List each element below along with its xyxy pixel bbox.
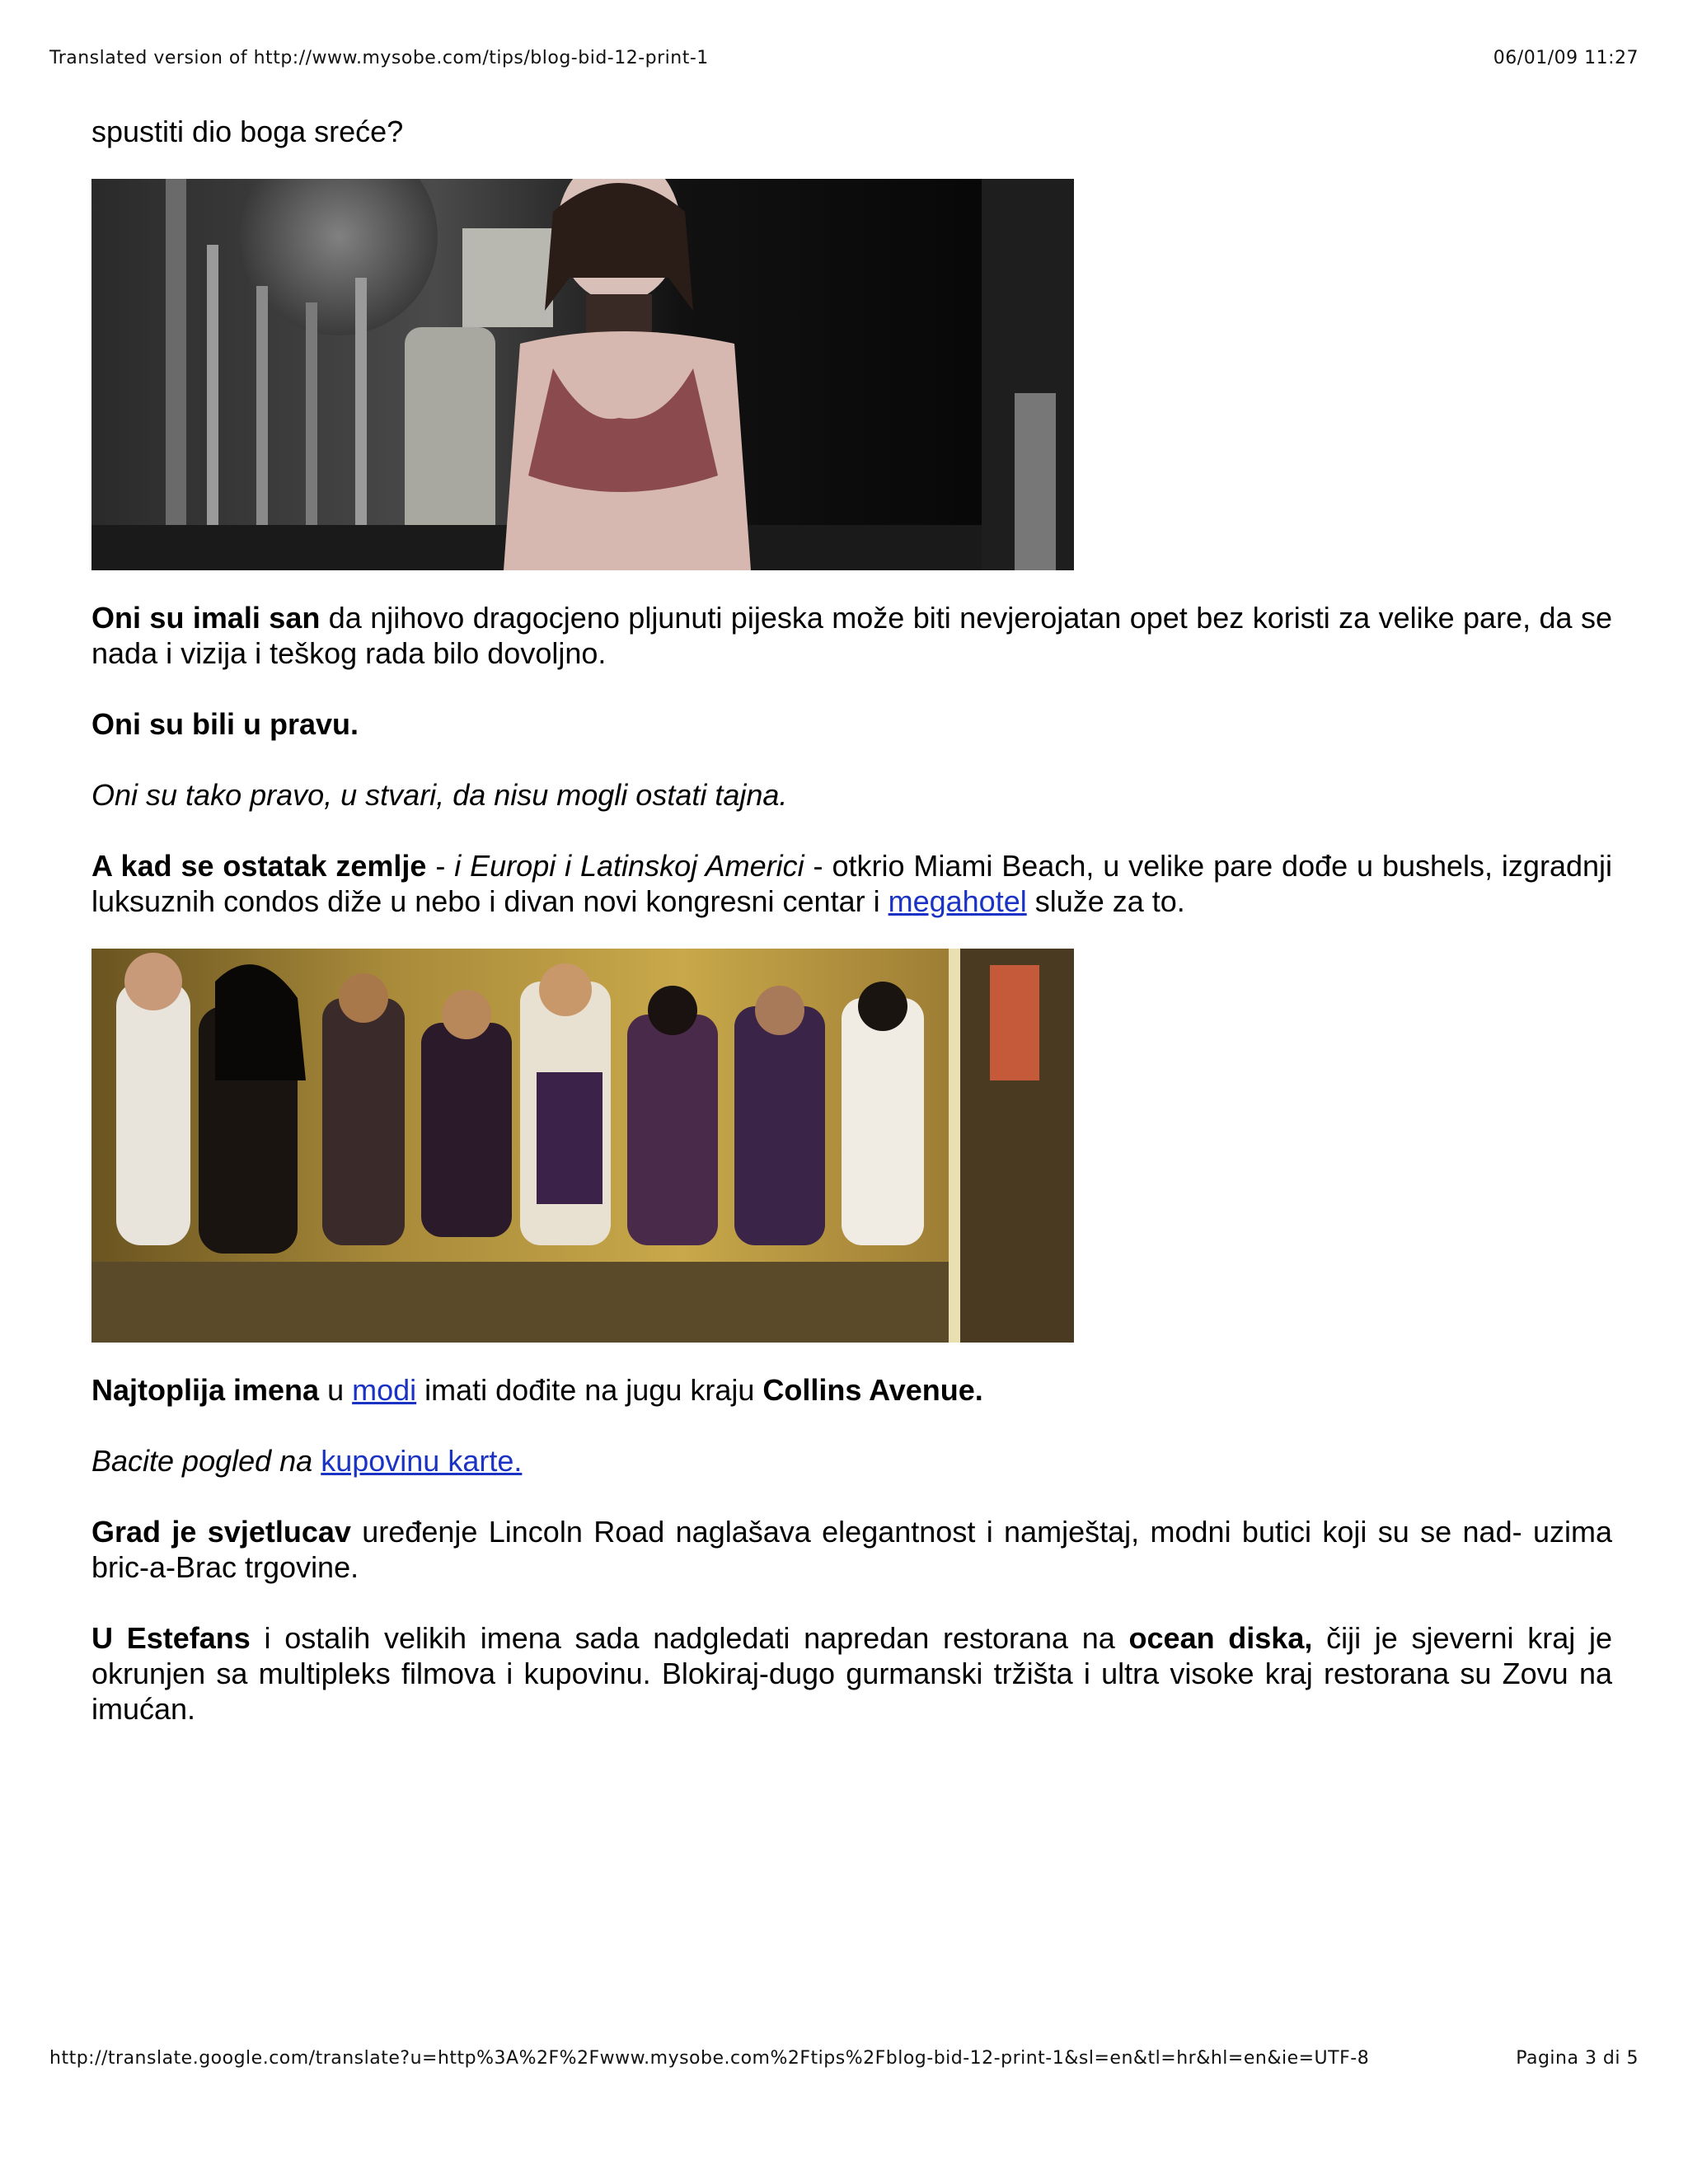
photo-woman-in-club — [91, 179, 1074, 570]
paragraph-discovery — [91, 848, 1612, 919]
paragraph-estefans — [91, 1620, 1612, 1727]
text: i ostalih velikih imena sada nadgledati napredan restorana na — [250, 1621, 1129, 1655]
text: u — [319, 1373, 353, 1407]
lead-bold: Grad je svjetlucav — [91, 1515, 351, 1549]
text: uređenje Lincoln Road naglašava elegantnost i namještaj, modni butici koji su se nad- uzima bric-a-Brac trgovine. — [91, 1515, 1612, 1584]
paragraph-lincoln-road — [91, 1514, 1612, 1585]
paragraph-dream — [91, 600, 1612, 671]
bold-text: Collins Avenue. — [762, 1373, 983, 1407]
lead-bold: U Estefans — [91, 1621, 251, 1655]
lead-bold: Oni su imali san — [91, 601, 321, 635]
footer-url: http://translate.google.com/translate?u=http%3A%2F%2Fwww.mysobe.com%2Ftips%2Fblog-bid-12-print-1&sl=en&tl=hr&hl=en&ie=UTF-8 — [49, 2048, 1370, 2069]
header-url: Translated version of http://www.mysobe.com/tips/blog-bid-12-print-1 — [49, 48, 709, 68]
italic-text: Oni su tako pravo, u stvari, da nisu mogli ostati tajna. — [91, 778, 788, 812]
bold-text: ocean diska, — [1128, 1621, 1313, 1655]
text: - otkrio Miami Beach, u velike pare dođe u bushels, izgradnji luksuznih condos diže u nebo i divan novi kongresni centar i — [91, 849, 1612, 918]
paragraph-intro: spustiti dio boga sreće? — [91, 115, 404, 148]
article-body — [91, 114, 1612, 1727]
lead-bold: Oni su bili u pravu. — [91, 707, 359, 741]
italic-text: Bacite pogled na — [91, 1444, 321, 1478]
header-timestamp: 06/01/09 11:27 — [1493, 48, 1639, 68]
footer-page-number: Pagina 3 di 5 — [1516, 2048, 1639, 2069]
paragraph-collins — [91, 1372, 1612, 1408]
paragraph-shopping — [91, 1443, 1612, 1479]
lead-bold: A kad se ostatak zemlje — [91, 849, 427, 883]
text: služe za to. — [1026, 884, 1185, 918]
italic-text: i Europi i Latinskoj Americi — [454, 849, 804, 883]
paragraph-right — [91, 706, 1612, 742]
link-modi[interactable]: modi — [352, 1373, 417, 1407]
paragraph-secret — [91, 777, 1612, 813]
text: imati dođite na jugu kraju — [416, 1373, 763, 1407]
link-megahotel[interactable]: megahotel — [888, 884, 1027, 918]
text: - — [426, 849, 455, 883]
text: da njihovo dragocjeno pljunuti pijeska može biti nevjerojatan opet bez koristi za velike pare, da se nada i vizija i teškog rada bilo dovoljno. — [91, 601, 1612, 670]
lead-bold: Najtoplija imena — [91, 1373, 320, 1407]
photo-crowd-street — [91, 949, 1074, 1343]
text: čiji je sjeverni kraj je okrunjen sa multipleks filmova i kupovinu. Blokiraj-dugo gurmanski tržišta i ultra visoke kraj restorana su Zovu na imućan. — [91, 1621, 1613, 1726]
link-shopping-map[interactable]: kupovinu karte. — [321, 1444, 523, 1478]
